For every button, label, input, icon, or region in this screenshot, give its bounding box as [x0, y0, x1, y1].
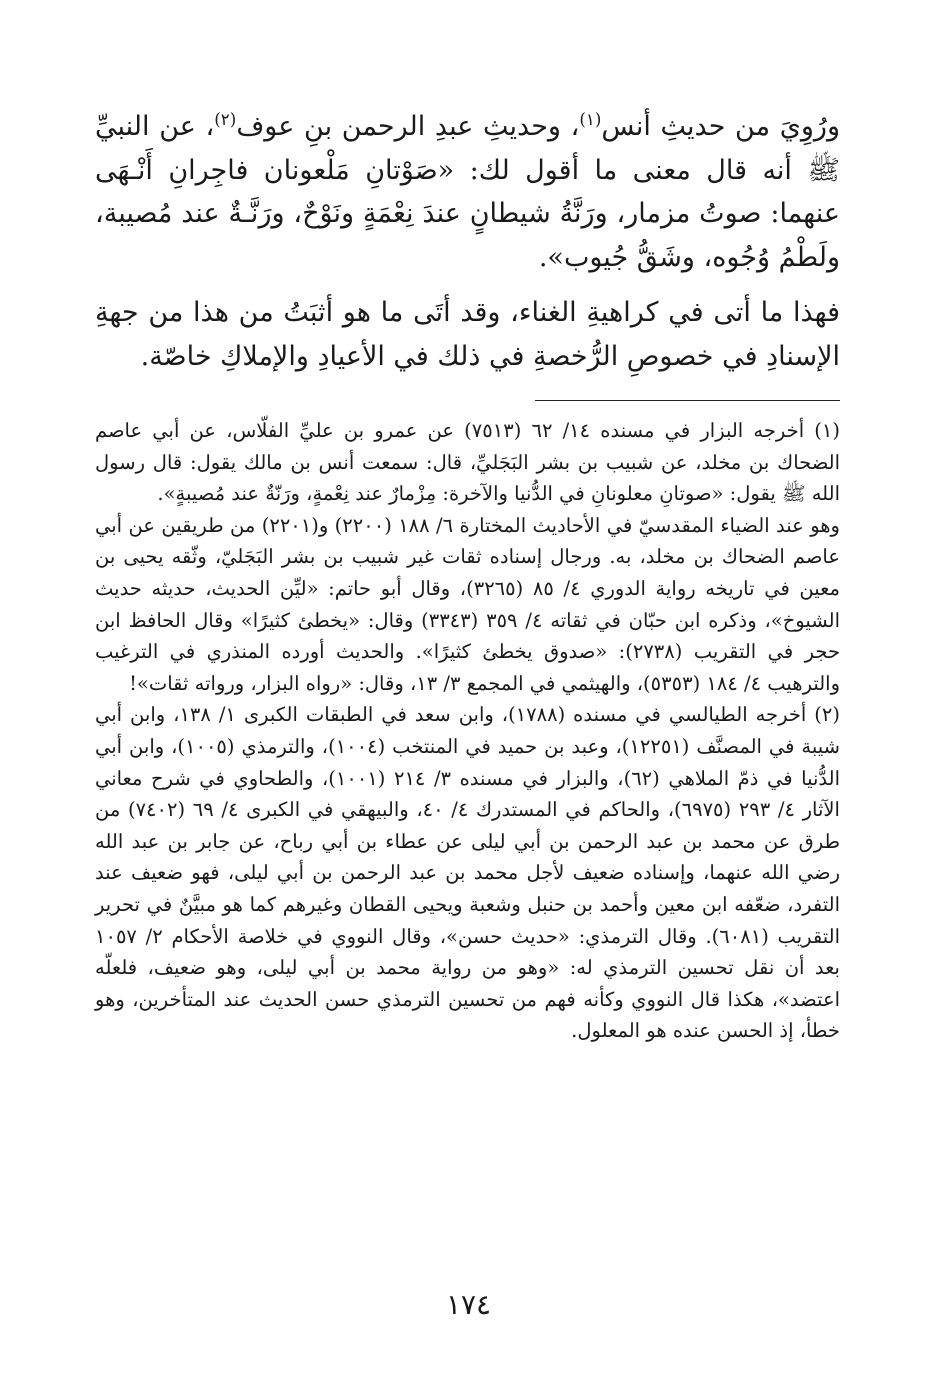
footnote-1 [95, 415, 840, 510]
main-paragraph-1 [95, 105, 840, 279]
paragraph1-part1: ورُوِيَ من حديثِ أنس [601, 111, 840, 142]
footnote-ref-2[interactable]: (٢) [214, 109, 237, 129]
paragraph1-part3: ، عن النبيِّ ﷺ أنه قال معنى ما أقول لك: «صَوْتانِ مَلْعونان فاجِرانِ أَنْـهَى عنهما: صوتُ مزمار، ورَنَّةُ شيطانٍ عندَ نِعْمَةٍ ونَوْحٌ، ورَنَّـةٌ عند مُصيبة، ولَطْمُ وُجُوه، وشَقُّ جُيوب». [95, 111, 840, 273]
footnote-1-continuation: وهو عند الضياء المقدسيّ في الأحاديث المختارة ٦/ ١٨٨ (٢٢٠٠) و(٢٢٠١) من طريقين عن أبي عاصم الضحاك بن مخلد، به. ورجال إسناده ثقات غير شبيب بن بشر البَجَليّ، وثّقه يحيى بن معين في تاريخه رواية الدوري ٤/ ٨٥ (٣٢٦٥)، وقال أبو حاتم: «ليِّن الحديث، حديثه حديث الشيوخ»، وذكره ابن حبّان في ثقاته ٤/ ٣٥٩ (٣٣٤٣) وقال: «يخطئ كثيرًا» وقال الحافظ ابن حجر في التقريب (٢٧٣٨): «صدوق يخطئ كثيرًا». والحديث أورده المنذري في الترغيب والترهيب ٤/ ١٨٤ (٥٣٥٣)، والهيثمي في المجمع ٣/ ١٣، وقال: «رواه البزار، ورواته ثقات»! [95, 513, 840, 695]
footnote-divider [535, 400, 840, 401]
footnote-2 [95, 699, 840, 1047]
footnote-1-number: (١) [814, 419, 840, 442]
footnote-1-text: أخرجه البزار في مسنده ١٤/ ٦٢ (٧٥١٣) عن عمرو بن عليِّ الفلّاس، عن أبي عاصم الضحاك بن مخلد، عن شبيب بن بشر البَجَليِّ، قال: سمعت أنس بن مالك يقول: قال رسول الله ﷺ يقول: «صوتانِ معلونانِ في الدُّنيا والآخرة: مِزْمارٌ عند نِعْمةٍ، ورَنّةٌ عند مُصيبةٍ». [95, 419, 840, 506]
footnote-2-text: أخرجه الطيالسي في مسنده (١٧٨٨)، وابن سعد في الطبقات الكبرى ١/ ١٣٨، وابن أبي شيبة في المصنَّف (١٢٢٥١)، وعبد بن حميد في المنتخب (١٠٠٤)، والترمذي (١٠٠٥)، وابن أبي الدُّنيا في ذمّ الملاهي (٦٢)، والبزار في مسنده ٣/ ٢١٤ (١٠٠١)، والطحاوي في شرح معاني الآثار ٤/ ٢٩٣ (٦٩٧٥)، والحاكم في المستدرك ٤/ ٤٠، والبيهقي في الكبرى ٤/ ٦٩ (٧٤٠٢) من طرق عن محمد بن عبد الرحمن بن أبي ليلى عن عطاء بن أبي رباح، عن جابر بن عبد الله رضي الله عنهما، وإسناده ضعيف لأجل محمد بن عبد الرحمن بن أبي ليلى، فهو ضعيف عند التفرد، ضعّفه ابن معين وأحمد بن حنبل وشعبة ويحيى القطان وغيرهم كما هو مبيَّنٌ في تحرير التقريب (٦٠٨١). وقال الترمذي: «حديث حسن»، وقال النووي في خلاصة الأحكام ٢/ ١٠٥٧ بعد أن نقل تحسين الترمذي له: «وهو من رواية محمد بن أبي ليلى، وهو ضعيف، فلعلّه اعتضد»، هكذا قال النووي وكأنه فهم من تحسين الترمذي حسن الحديث عند المتأخرين، وهو خطأ، إذ الحسن عنده هو المعلول. [95, 703, 840, 1043]
main-paragraph-2: فهذا ما أتى في كراهيةِ الغناء، وقد أتَى ما هو أثبَتُ من هذا من جهةِ الإسنادِ في خصوصِ الرُّخصةِ في ذلك في الأعيادِ والإملاكِ خاصّة. [95, 297, 840, 372]
footnote-ref-1[interactable]: (١) [579, 109, 602, 129]
paragraph1-part2: ، وحديثِ عبدِ الرحمن بنِ عوف [236, 111, 580, 142]
footnote-2-number: (٢) [814, 703, 840, 727]
page-content [95, 105, 840, 1047]
page-number: ١٧٤ [445, 1288, 492, 1321]
